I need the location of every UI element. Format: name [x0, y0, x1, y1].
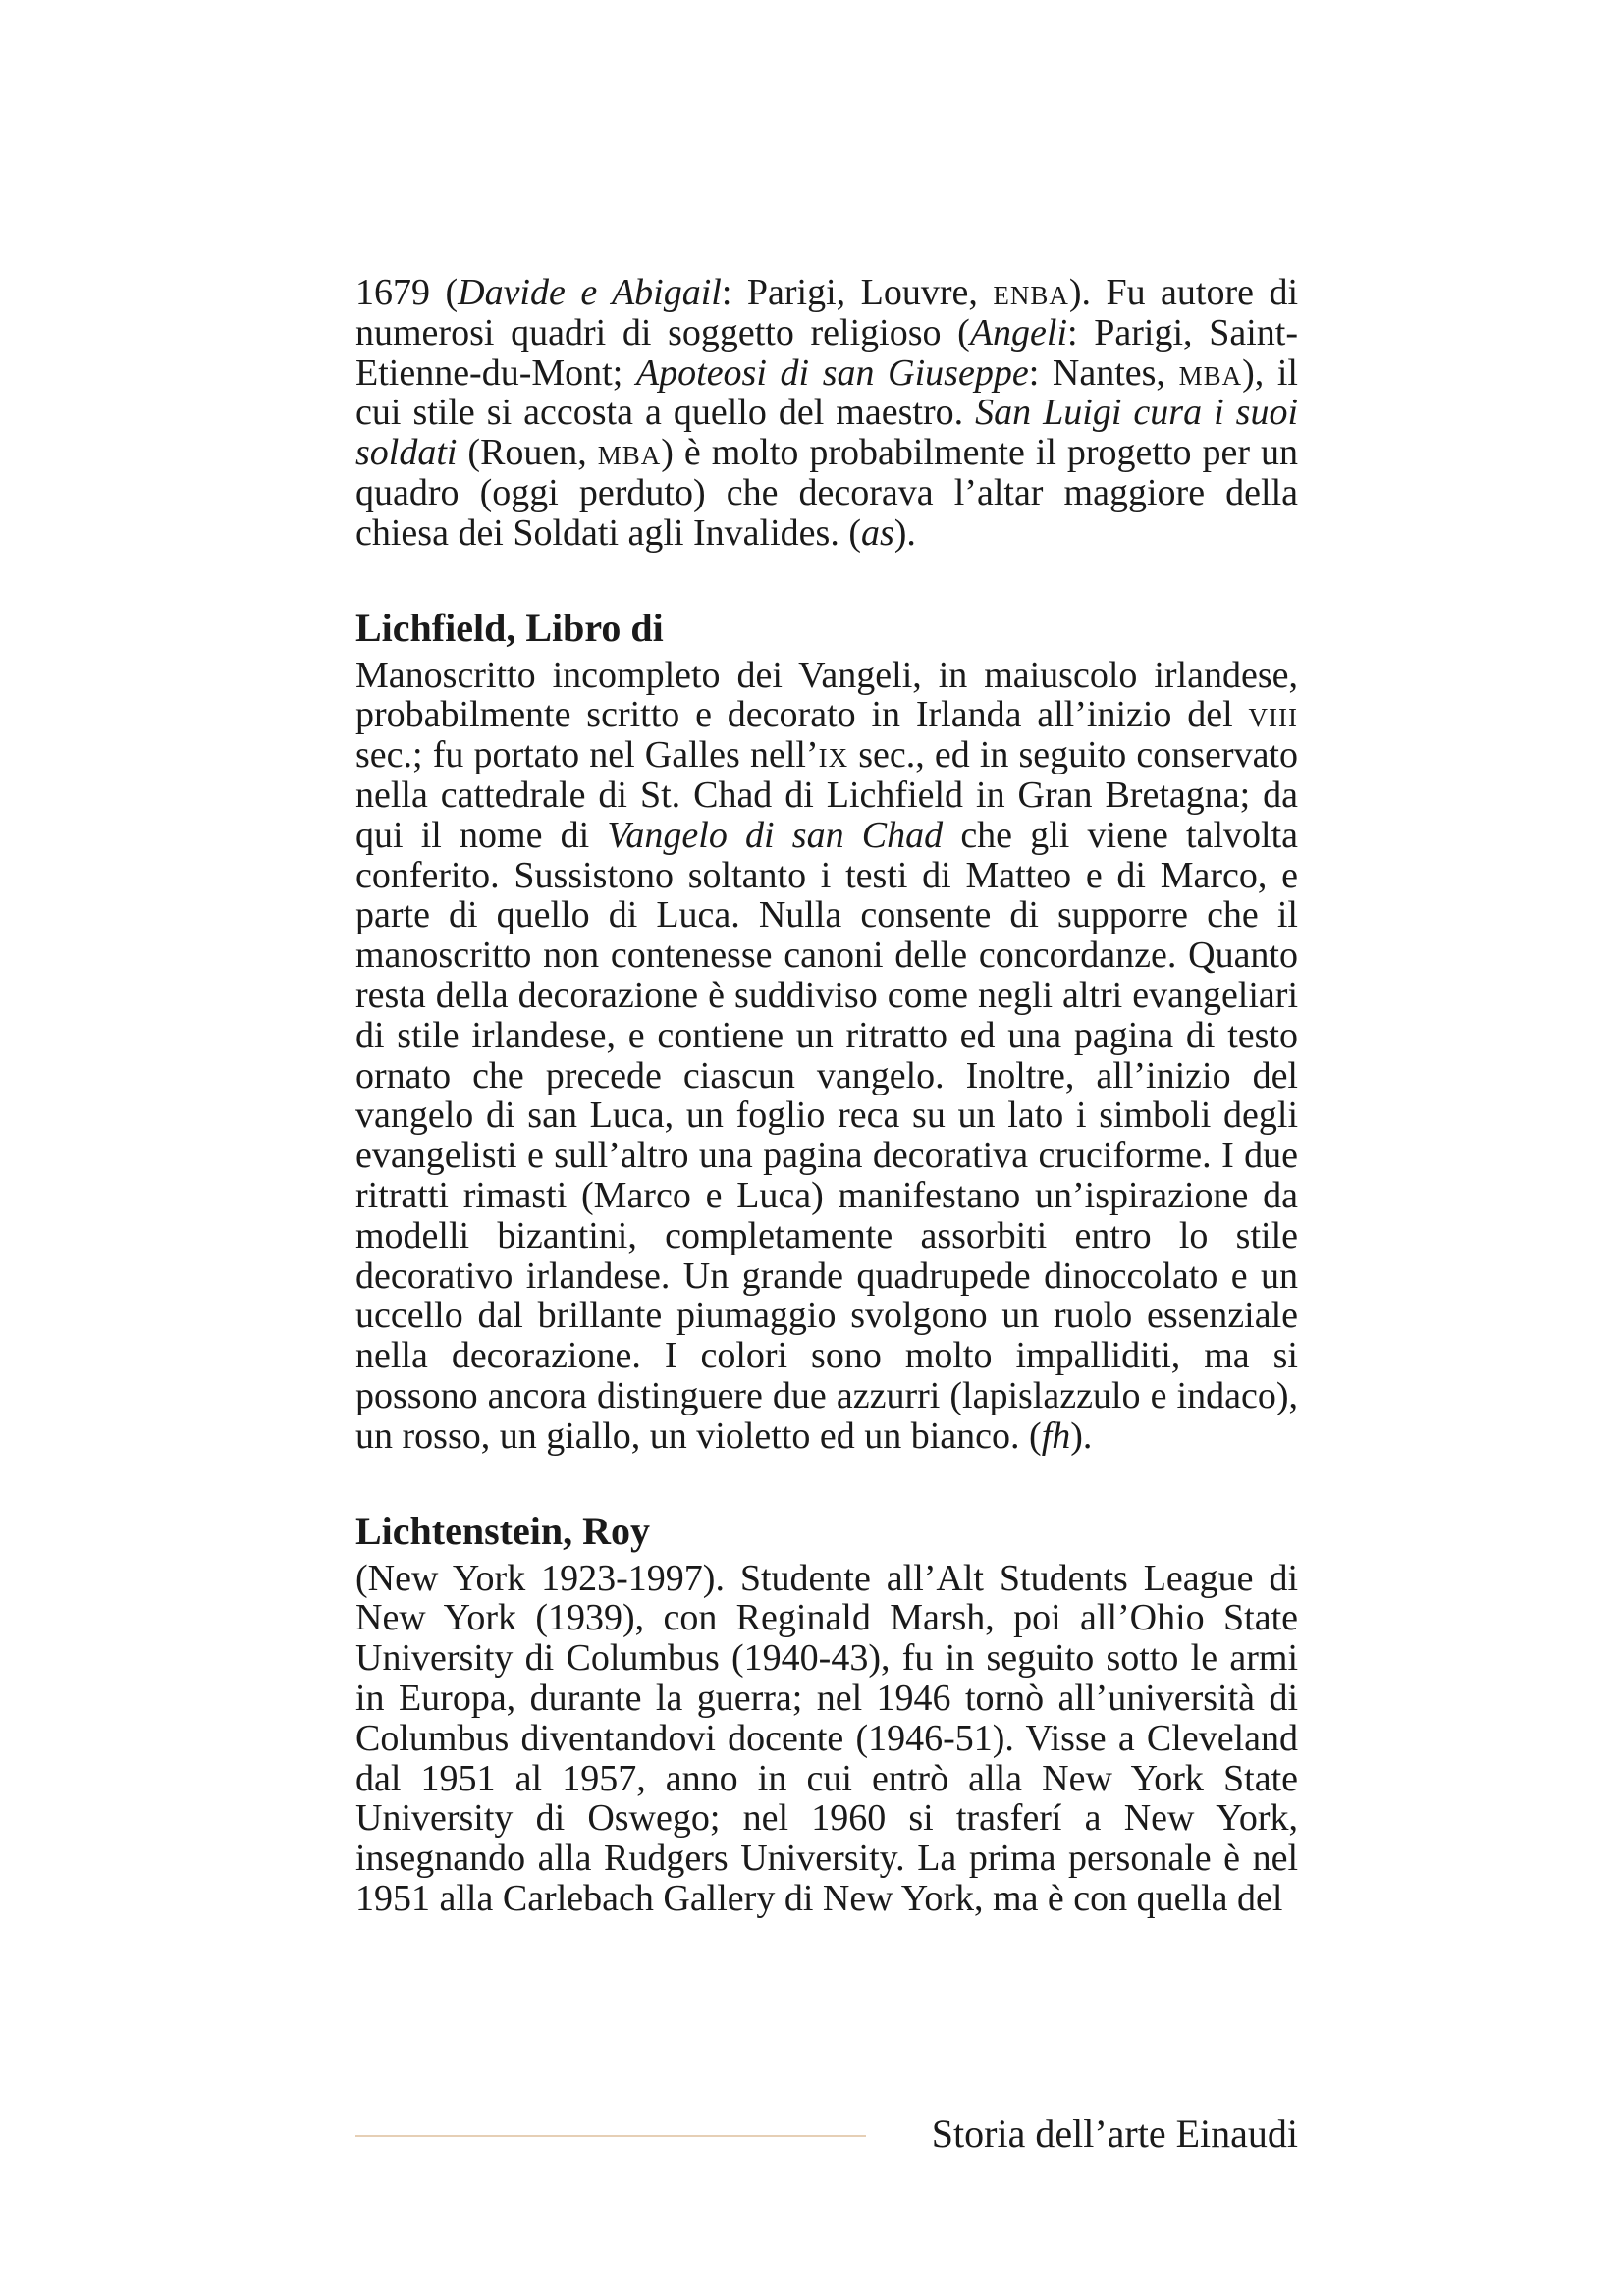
page-content: [355, 273, 1298, 1919]
text-run: ). Fu autore di numerosi quadri di soggetto religioso (: [355, 272, 1299, 353]
text-run: che gli viene talvolta conferito. Sussistono soltanto i testi di Matteo e di Marco, e parte di quello di Luca. Nulla consente di supporre che il manoscritto non contenesse canoni delle concordanze. Quanto resta della decorazione è suddiviso come negli altri evangeliari di stile irlandese, e contiene un ritratto ed una pagina di testo ornato che precede ciascun vangelo. Inoltre, all’inizio del vangelo di san Luca, un foglio reca su un lato i simboli degli evangelisti e sull’altro una pagina decorativa cruciforme. I due ritratti rimasti (Marco e Luca) manifestano un’ispirazione da modelli bizantini, completamente assorbiti entro lo stile decorativo irlandese. Un grande quadrupede dinoccolato e un uccello dal brillante piumaggio svolgono un ruolo essenziale nella decorazione. I colori sono molto impalliditi, ma si possono ancora distinguere due azzurri (lapislazzulo e indaco), un rosso, un giallo, un violetto ed un bianco. (: [355, 814, 1298, 1457]
entry-continued-paragraph: [355, 273, 1298, 554]
text-run: : Parigi, Saint-Etienne-du-Mont;: [355, 311, 1298, 394]
text-run: ), il cui stile si accosta a quello del maestro.: [355, 351, 1298, 434]
artwork-title: Angeli: [969, 311, 1068, 353]
author-initials: fh: [1041, 1415, 1071, 1457]
author-initials: as: [860, 511, 894, 554]
text-run: : Parigi, Louvre,: [721, 272, 994, 313]
page-footer: [355, 2110, 1298, 2160]
text-run: Manoscritto incompleto dei Vangeli, in maiuscolo irlandese, probabilmente scritto e decorato in Irlanda all’inizio del: [355, 654, 1298, 736]
century-numeral: viii: [1248, 694, 1298, 736]
footer-rule: [355, 2135, 866, 2137]
museum-abbrev: enba: [993, 272, 1069, 313]
text-run: ).: [1070, 1415, 1093, 1457]
text-run: ).: [893, 511, 916, 554]
text-run: sec., ed in seguito conservato nella cattedrale di St. Chad di Lichfield in Gran Bretagna; da qui il nome di: [355, 734, 1298, 856]
century-numeral: ix: [818, 734, 849, 776]
museum-abbrev: mba: [1178, 351, 1243, 394]
artwork-title: Apoteosi di san Giuseppe: [635, 351, 1029, 394]
entry-lichtenstein-paragraph: (New York 1923-1997). Studente all’Alt Students League di New York (1939), con Reginald Marsh, poi all’Ohio State University di Columbus (1940-43), fu in seguito sotto le armi in Europa, durante la guerra; nel 1946 tornò all’università di Columbus diventandovi docente (1946-51). Visse a Cleveland dal 1951 al 1957, anno in cui entrò alla New York State University di Oswego; nel 1960 si trasferí a New York, insegnando alla Rudgers University. La prima personale è nel 1951 alla Carlebach Gallery di New York, ma è con quella del: [355, 1557, 1298, 1919]
text-run: 1679 (: [355, 272, 459, 313]
text-run: ) è molto probabilmente il progetto per un quadro (oggi perduto) che decorava l’altar maggiore della chiesa dei Soldati agli Invalides. (: [355, 432, 1298, 554]
entry-heading-lichfield: Lichfield, Libro di: [355, 605, 664, 650]
manuscript-name: Vangelo di san Chad: [607, 814, 944, 856]
text-run: (Rouen,: [457, 432, 598, 474]
text-run: : Nantes,: [1028, 351, 1179, 394]
artwork-title: Davide e Abigail: [458, 272, 722, 313]
footer-publication-title: Storia dell’arte Einaudi: [931, 2111, 1298, 2156]
museum-abbrev: mba: [597, 432, 662, 474]
entry-lichfield-paragraph: [355, 656, 1298, 1457]
text-run: sec.; fu portato nel Galles nell’: [355, 734, 819, 776]
artwork-title: San Luigi cura i suoi soldati: [355, 392, 1299, 474]
entry-heading-lichtenstein: Lichtenstein, Roy: [355, 1508, 650, 1553]
